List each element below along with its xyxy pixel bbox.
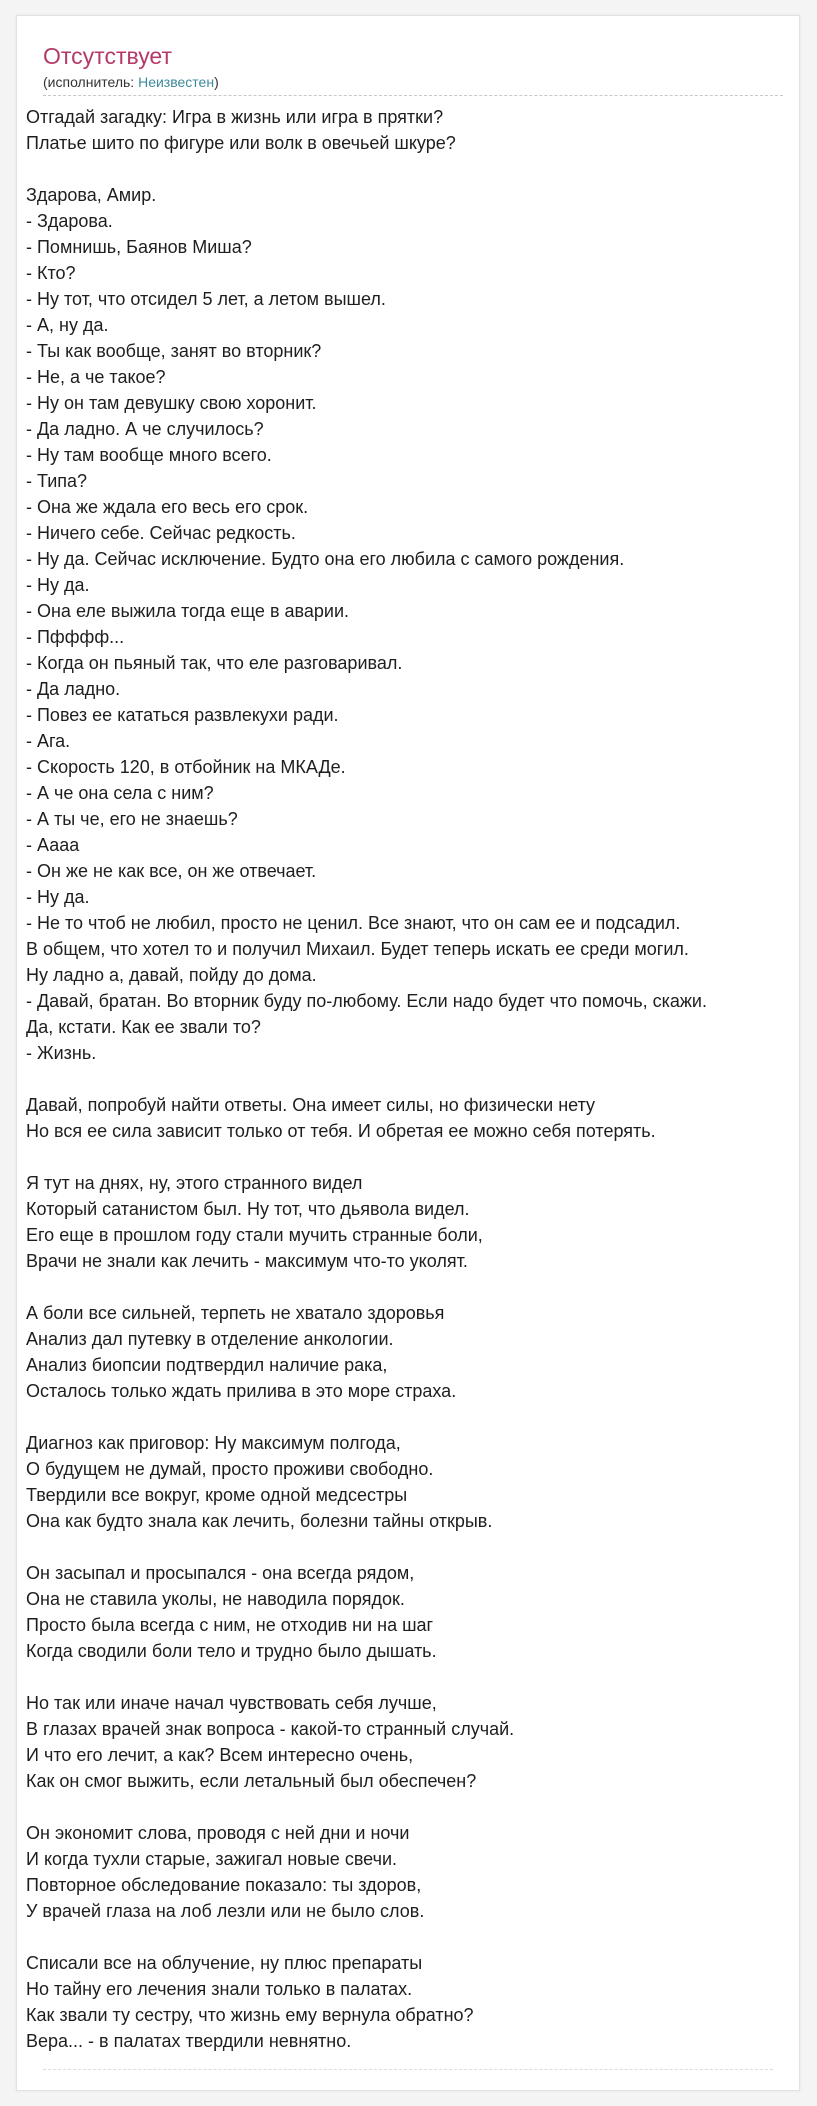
lyric-line: А боли все сильней, терпеть не хватало здоровья [26,1303,445,1323]
song-title: Отсутствует [43,43,172,69]
lyric-line: Анализ дал путевку в отделение анкологии. [26,1329,394,1349]
lyric-line: Но так или иначе начал чувствовать себя лучше, [26,1693,437,1713]
lyric-line: Я тут на днях, ну, этого странного видел [26,1173,363,1193]
performer-prefix: (исполнитель: [43,74,139,90]
lyric-line: - Аааа [26,835,80,855]
lyric-line: - Ну тот, что отсидел 5 лет, а летом вышел. [26,289,386,309]
stanza-break [26,1664,806,1690]
lyric-line: - Повез ее кататься развлекухи ради. [26,705,339,725]
stanza-break [26,1924,806,1950]
lyric-line: - Здарова. [26,211,113,231]
lyrics-text [26,104,806,2054]
lyric-line: Как он смог выжить, если летальный был обеспечен? [26,1771,477,1791]
lyric-line: Да, кстати. Как ее звали то? [26,1017,261,1037]
lyric-line: - А, ну да. [26,315,109,335]
stanza-break [26,1794,806,1820]
lyric-line: - Когда он пьяный так, что еле разговаривал. [26,653,403,673]
lyric-line: И когда тухли старые, зажигал новые свечи. [26,1849,398,1869]
performer-link[interactable]: Неизвестен [138,74,215,90]
lyric-line: - Жизнь. [26,1043,97,1063]
lyric-line: - Он же не как все, он же отвечает. [26,861,317,881]
lyric-line: Врачи не знали как лечить - максимум что-то уколят. [26,1251,468,1271]
lyric-line: В общем, что хотел то и получил Михаил. Будет теперь искать ее среди могил. [26,939,689,959]
stanza-break [26,1066,806,1092]
lyric-line: - Не, а че такое? [26,367,166,387]
lyric-line: Повторное обследование показало: ты здоров, [26,1875,422,1895]
lyric-line: Осталось только ждать прилива в это море страха. [26,1381,457,1401]
lyric-line: Списали все на облучение, ну плюс препараты [26,1953,423,1973]
lyric-line: - Ничего себе. Сейчас редкость. [26,523,296,543]
lyric-line: - Пфффф... [26,627,125,647]
lyric-line: Его еще в прошлом году стали мучить странные боли, [26,1225,483,1245]
stanza-break [26,1274,806,1300]
lyric-line: Когда сводили боли тело и трудно было дышать. [26,1641,437,1661]
lyric-line: - Она еле выжила тогда еще в аварии. [26,601,350,621]
lyric-line: - Ага. [26,731,71,751]
lyric-line: - Она же ждала его весь его срок. [26,497,309,517]
lyric-line: Вера... - в палатах твердили невнятно. [26,2031,352,2051]
lyric-line: - А че она села с ним? [26,783,214,803]
lyric-line: У врачей глаза на лоб лезли или не было слов. [26,1901,425,1921]
lyric-line: Он экономит слова, проводя с ней дни и ночи [26,1823,410,1843]
lyric-line: - А ты че, его не знаешь? [26,809,238,829]
stanza-break [26,1144,806,1170]
bottom-divider [43,2069,773,2070]
lyric-line: - Ну там вообще много всего. [26,445,272,465]
lyric-line: Он засыпал и просыпался - она всегда рядом, [26,1563,415,1583]
lyric-line: - Да ладно. [26,679,121,699]
lyric-line: Она не ставила уколы, не наводила порядок. [26,1589,405,1609]
lyric-line: - Помнишь, Баянов Миша? [26,237,252,257]
lyric-line: - Ну да. [26,575,90,595]
lyric-line: Анализ биопсии подтвердил наличие рака, [26,1355,388,1375]
stanza-break [26,1404,806,1430]
lyric-line: Она как будто знала как лечить, болезни тайны открыв. [26,1511,493,1531]
lyric-line: - Ты как вообще, занят во вторник? [26,341,322,361]
lyric-line: И что его лечит, а как? Всем интересно очень, [26,1745,414,1765]
lyric-line: - Типа? [26,471,88,491]
lyric-line: Давай, попробуй найти ответы. Она имеет силы, но физически нету [26,1095,596,1115]
stanza-break [26,1534,806,1560]
performer-line [43,73,783,96]
lyric-line: Но вся ее сила зависит только от тебя. И обретая ее можно себя потерять. [26,1121,656,1141]
lyric-line: Ну ладно а, давай, пойду до дома. [26,965,317,985]
lyric-line: Отгадай загадку: Игра в жизнь или игра в прятки? [26,107,444,127]
lyric-line: - Ну да. Сейчас исключение. Будто она его любила с самого рождения. [26,549,625,569]
lyric-line: Как звали ту сестру, что жизнь ему вернула обратно? [26,2005,474,2025]
lyric-line: - Да ладно. А че случилось? [26,419,264,439]
lyric-line: О будущем не думай, просто проживи свободно. [26,1459,434,1479]
lyric-line: - Ну он там девушку свою хоронит. [26,393,317,413]
lyric-line: Просто была всегда с ним, не отходив ни на шаг [26,1615,434,1635]
stanza-break [26,156,806,182]
song-header [43,42,783,96]
lyric-line: - Давай, братан. Во вторник буду по-любому. Если надо будет что помочь, скажи. [26,991,707,1011]
lyric-line: В глазах врачей знак вопроса - какой-то странный случай. [26,1719,515,1739]
lyric-line: Платье шито по фигуре или волк в овечьей шкуре? [26,133,456,153]
lyric-line: Но тайну его лечения знали только в палатах. [26,1979,413,1999]
lyric-line: Здарова, Амир. [26,185,157,205]
lyric-line: - Ну да. [26,887,90,907]
lyric-line: Диагноз как приговор: Ну максимум полгода, [26,1433,401,1453]
performer-suffix: ) [214,74,219,90]
lyric-line: Который сатанистом был. Ну тот, что дьявола видел. [26,1199,470,1219]
lyric-line: - Не то чтоб не любил, просто не ценил. Все знают, что он сам ее и подсадил. [26,913,681,933]
lyric-line: - Скорость 120, в отбойник на МКАДе. [26,757,346,777]
lyric-line: - Кто? [26,263,76,283]
lyric-line: Твердили все вокруг, кроме одной медсестры [26,1485,408,1505]
